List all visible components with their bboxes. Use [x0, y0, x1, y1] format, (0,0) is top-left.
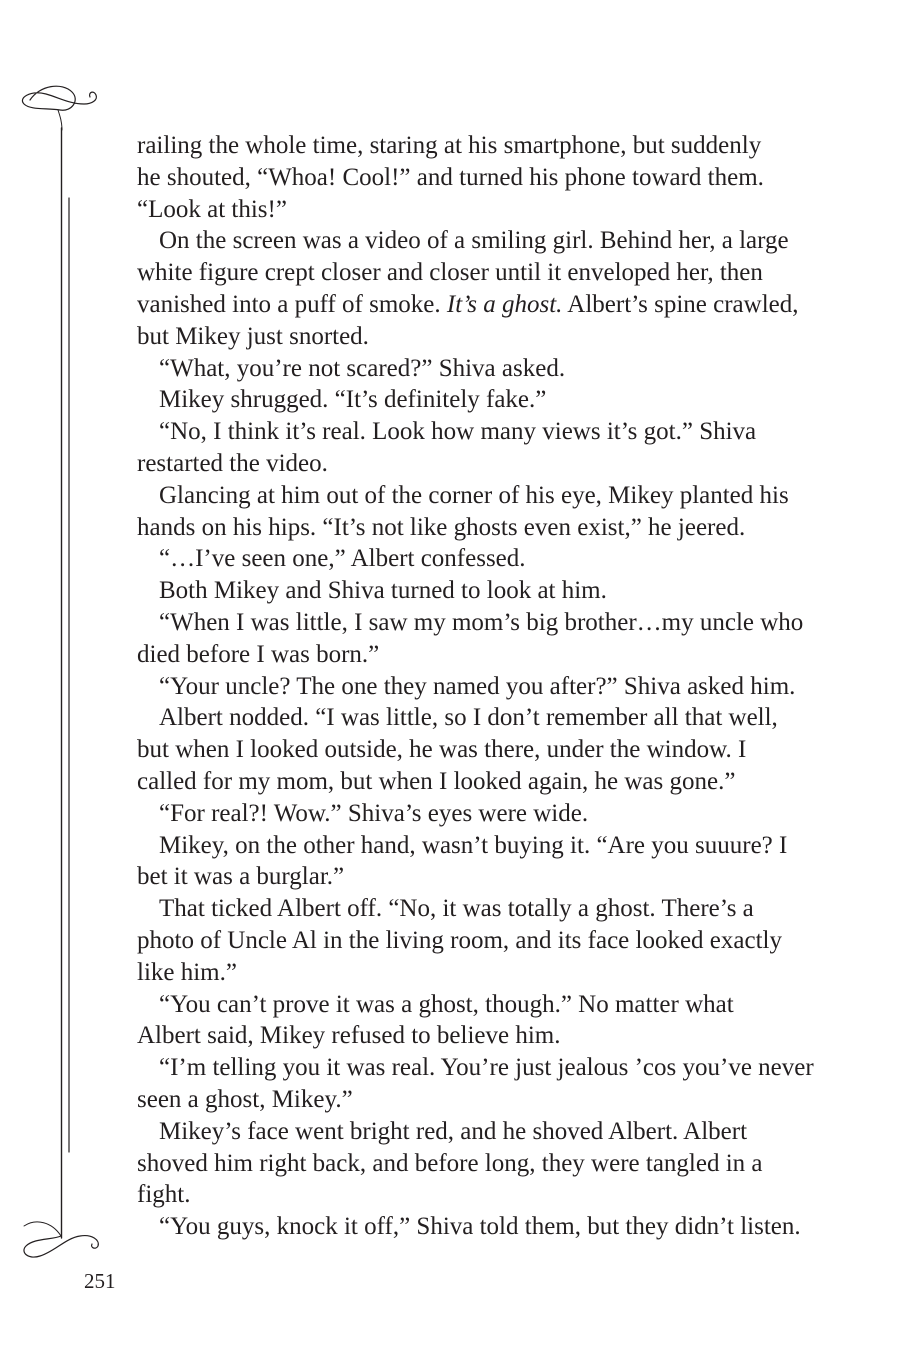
text-line: “I’m telling you it was real. You’re just jealous ’cos you’ve never [159, 1054, 814, 1082]
body-text [137, 130, 827, 1243]
text-line: That ticked Albert off. “No, it was totally a ghost. There’s a [159, 895, 754, 923]
text-line: Albert said, Mikey refused to believe him. [137, 1022, 561, 1050]
bottom-flourish-icon [24, 1236, 98, 1257]
text-line: “You can’t prove it was a ghost, though.” No matter what [159, 990, 734, 1018]
text-line: Both Mikey and Shiva turned to look at him. [159, 577, 607, 605]
text-line: restarted the video. [137, 449, 328, 477]
text-line: called for my mom, but when I looked again, he was gone.” [137, 767, 736, 795]
text-line: Mikey’s face went bright red, and he shoved Albert. Albert [159, 1117, 748, 1145]
text-line: but Mikey just snorted. [137, 322, 369, 350]
text-line: died before I was born.” [137, 640, 380, 668]
text-line: like him.” [137, 958, 237, 986]
text-line: white figure crept closer and closer until it enveloped her, then [137, 259, 763, 287]
text-line: Glancing at him out of the corner of his eye, Mikey planted his [159, 481, 789, 509]
text-line: but when I looked outside, he was there, under the window. I [137, 736, 747, 764]
page-number: 251 [84, 1269, 116, 1293]
text-line: “Look at this!” [137, 195, 287, 223]
text-line: Albert nodded. “I was little, so I don’t remember all that well, [159, 704, 778, 732]
text-line: “No, I think it’s real. Look how many views it’s got.” Shiva [159, 418, 757, 446]
text-line: seen a ghost, Mikey.” [137, 1085, 353, 1113]
decorative-flourish-border [0, 0, 130, 1260]
top-flourish-icon [22, 86, 96, 110]
text-line: “Your uncle? The one they named you after?” Shiva asked him. [159, 672, 796, 700]
text-line: vanished into a puff of smoke. It’s a ghost. Albert’s spine crawled, [137, 290, 799, 318]
text-line: Mikey, on the other hand, wasn’t buying it. “Are you suuure? I [159, 831, 788, 859]
text-line: bet it was a burglar.” [137, 863, 345, 891]
italic-phrase: It’s a ghost. [446, 290, 563, 318]
text-line: “…I’ve seen one,” Albert confessed. [159, 545, 526, 573]
text-line: he shouted, “Whoa! Cool!” and turned his phone toward them. [137, 163, 764, 191]
text-line: fight. [137, 1181, 191, 1209]
text-line: railing the whole time, staring at his smartphone, but suddenly [137, 132, 762, 159]
text-line: shoved him right back, and before long, they were tangled in a [137, 1149, 763, 1177]
text-line: “For real?! Wow.” Shiva’s eyes were wide. [159, 799, 589, 827]
text-line: “You guys, knock it off,” Shiva told them, but they didn’t listen. [159, 1213, 801, 1241]
text-line: “When I was little, I saw my mom’s big brother…my uncle who [159, 608, 804, 636]
text-line: hands on his hips. “It’s not like ghosts even exist,” he jeered. [137, 513, 746, 541]
text-line: “What, you’re not scared?” Shiva asked. [159, 354, 566, 382]
text-line: photo of Uncle Al in the living room, and its face looked exactly [137, 926, 782, 954]
text-line: On the screen was a video of a smiling girl. Behind her, a large [159, 227, 789, 255]
text-line: Mikey shrugged. “It’s definitely fake.” [159, 386, 547, 414]
